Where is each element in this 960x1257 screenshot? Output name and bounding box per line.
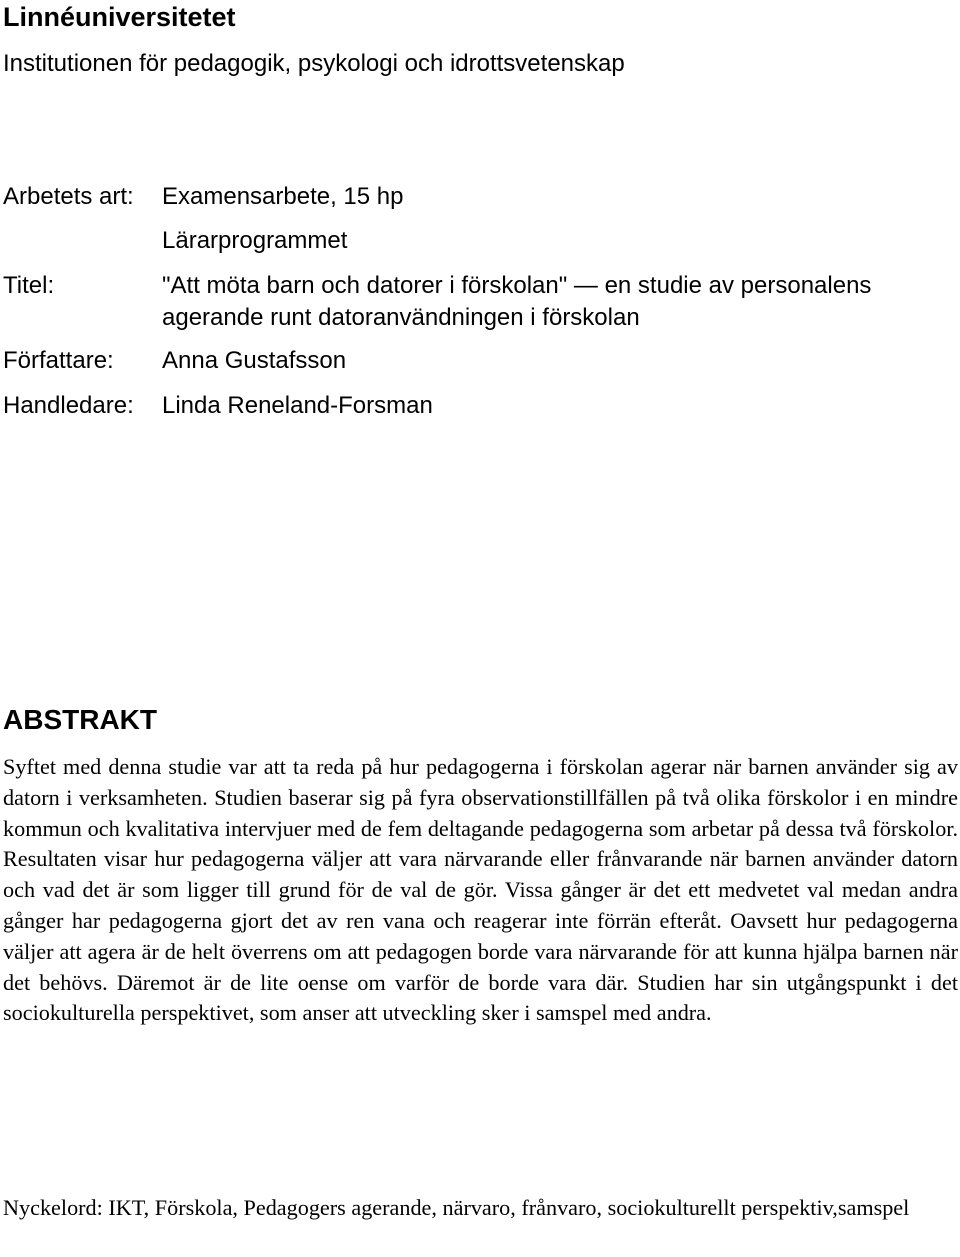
supervisor-value: Linda Reneland-Forsman xyxy=(162,392,433,419)
university-name: Linnéuniversitetet xyxy=(3,2,236,32)
author-value: Anna Gustafsson xyxy=(162,347,347,374)
abstract-heading: ABSTRAKT xyxy=(3,704,157,735)
title-line-2: agerande runt datoranvändningen i förskolan xyxy=(162,304,640,331)
institution-name: Institutionen för pedagogik, psykologi och idrottsvetenskap xyxy=(3,50,625,77)
work-type-value: Examensarbete, 15 hp xyxy=(162,183,404,210)
title-label: Titel: xyxy=(3,272,55,299)
abstract-text: Syftet med denna studie var att ta reda på hur pedagogerna i förskolan agerar när barnen använder sig av datorn i verksamheten. Studien baserar sig på fyra observationstillfällen på två olika förskolor i en mindre kommun och kvalitativa intervjuer med de fem deltagande pedagogerna som arbetar på dessa två förskolor. Resultaten visar hur pedagogerna väljer att vara närvarande eller frånvarande när barnen använder datorn och vad det är som ligger till grund för de val de gör. Vissa gånger är det ett medvetet val medan andra gånger har pedagogerna gjort det av ren vana och reagerar inte förrän efteråt. Oavsett hur pedagogerna väljer att agera är de helt överrens om att pedagogen borde vara närvarande för att kunna hjälpa barnen när det behövs. Däremot är de lite oense om varför de borde vara där. Studien har sin utgångspunkt i det sociokulturella perspektivet, som anser att utveckling sker i samspel med andra. xyxy=(3,754,958,1026)
supervisor-label: Handledare: xyxy=(3,392,134,419)
keywords: Nyckelord: IKT, Förskola, Pedagogers agerande, närvaro, frånvaro, sociokulturellt perspektiv,samspel xyxy=(3,1195,910,1220)
program-name: Lärarprogrammet xyxy=(162,227,348,254)
title-line-1: "Att möta barn och datorer i förskolan" — en studie av personalens xyxy=(162,272,872,299)
author-label: Författare: xyxy=(3,347,114,374)
work-type-label: Arbetets art: xyxy=(3,183,134,210)
